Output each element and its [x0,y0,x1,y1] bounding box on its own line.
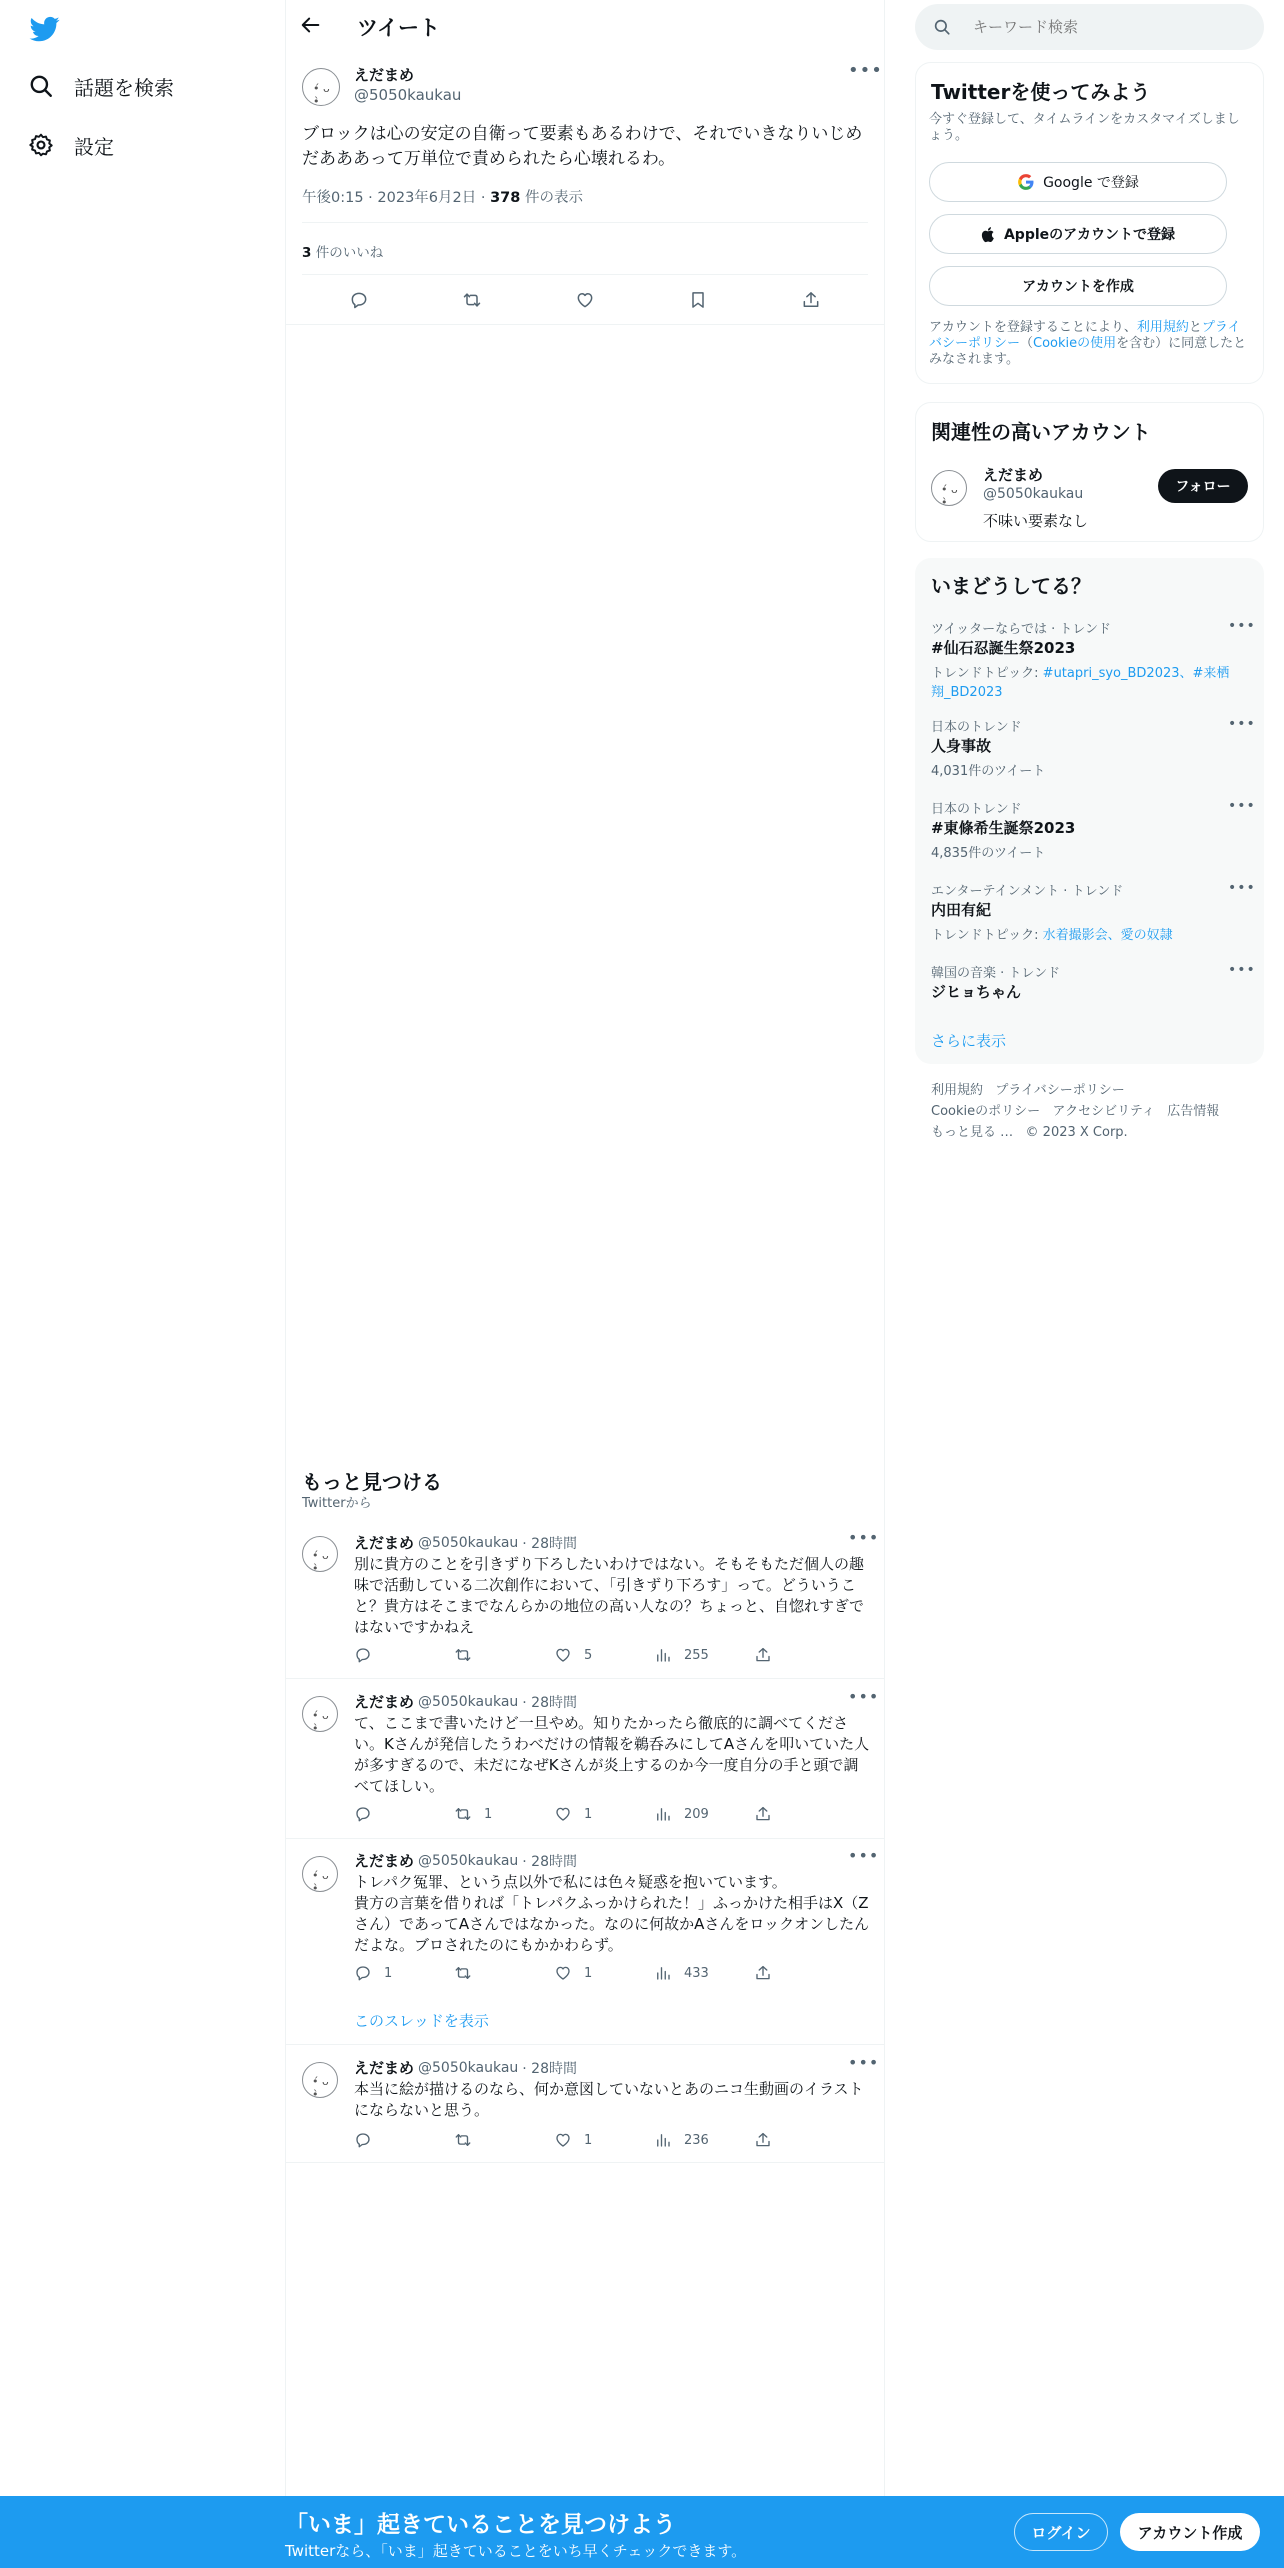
like-count: 5 [584,1647,593,1663]
trend-category: 日本のトレンド [931,802,1022,817]
gear-icon [28,132,54,158]
tweet-time[interactable]: · 28時間 [522,1694,577,1711]
trend-topics-prefix: トレンドトピック: [931,928,1043,943]
retweet-button[interactable] [454,2131,554,2149]
views-count: 433 [684,1965,709,1981]
search-box[interactable] [915,4,1264,50]
show-thread-link[interactable]: このスレッドを表示 [354,2012,489,2030]
reply-icon [354,1805,372,1823]
footer-ads-link[interactable]: 広告情報 [1167,1104,1220,1119]
trend-topics-prefix: トレンドトピック: [931,666,1043,681]
trend-name: 人身事故 [931,737,992,755]
like-button[interactable] [554,1646,654,1664]
like-icon [554,1646,572,1664]
tweet-text[interactable]: て、ここまで書いたけど一旦やめ。知りたかったら徹底的に調べてください。Kさんが発信したうわべだけの情報を鵜呑みにしてAさんを叩いていた人が多すぎるので、未だになぜKさんが炎上するのか今一度自分の手と頭で調べてほしい。 [354,1714,870,1795]
like-count: 1 [584,2132,593,2148]
privacy-link[interactable]: プライバシーポリシー [929,320,1241,351]
tweet-likes-summary[interactable] [302,241,383,261]
like-icon [554,1964,572,1982]
trend-name: 内田有紀 [931,901,992,919]
trend-name: #東條希生誕祭2023 [931,819,1076,837]
views-count: 255 [684,1647,709,1663]
trends-title: いまどうしてる？ [931,574,1091,598]
reply-icon [354,2131,372,2149]
footer [931,1080,1251,1143]
trend-item[interactable] [931,798,1249,861]
google-icon [1017,173,1035,191]
trend-topics [931,662,1231,700]
tweet-action-bar [354,1964,854,1982]
divider [286,1678,884,1679]
like-button[interactable] [554,1964,654,1982]
trend-topic-links[interactable]: #utapri_syo_BD2023、#来栖翔_BD2023 [931,666,1230,700]
divider [286,2162,884,2163]
nav-settings-label: 設定 [74,134,114,159]
like-icon [554,2131,572,2149]
views-icon [654,2131,672,2149]
main-column [285,0,885,2500]
apple-icon [981,226,996,243]
avatar[interactable]: •́ ᴗ •̀ [302,1696,338,1732]
login-button[interactable]: ログイン [1014,2513,1108,2551]
apple-signup-button[interactable] [929,214,1227,254]
tweet-action-bar [354,1805,854,1823]
legal-suffix: を含む）に同意したとみなされます。 [929,336,1247,367]
share-icon [754,2131,772,2149]
footer-accessibility-link[interactable]: アクセシビリティ [1052,1104,1155,1119]
legal-and: と [1188,320,1202,335]
views-button[interactable] [654,1964,754,1982]
tweet-header [354,1532,577,1553]
footer-more-link[interactable]: もっと見る … [931,1125,1014,1140]
tweet-author-name[interactable]: えだまめ [354,1693,415,1711]
more-icon[interactable]: ••• [848,1846,880,1865]
tweet-author-handle[interactable]: @5050kaukau [354,86,462,104]
trend-item[interactable] [931,880,1249,943]
trend-name: #仙石忍誕生祭2023 [931,639,1076,657]
tweet-action-bar [302,282,868,318]
tweet-text[interactable]: 別に貴方のことを引きずり下ろしたいわけではない。そもそもただ個人の趣味で活動している二次創作において、「引きずり下ろす」って。どういうこと？貴方はそこまでなんらかの地位の高い人なの？ちょっと、自惚れすぎではないですかねえ [354,1555,865,1636]
create-account-button[interactable]: アカウントを作成 [929,266,1227,306]
avatar[interactable]: •́ ᴗ •̀ [302,1856,338,1892]
avatar[interactable]: •́ ᴗ •̀ [302,2062,338,2098]
share-button[interactable] [754,1964,854,1982]
footer-copyright: © 2023 X Corp. [1025,1125,1128,1140]
retweet-icon [454,1805,472,1823]
tweet-text: ブロックは心の安定の自衛って要素もあるわけで、それでいきなりいじめだあああって万単位で責められたら心壊れるわ。 [302,124,863,169]
retweet-button[interactable] [454,1964,554,1982]
tweet-author-name[interactable]: えだまめ [354,1852,415,1870]
like-count: 1 [584,1965,593,1981]
share-icon [754,1646,772,1664]
views-icon [654,1805,672,1823]
trend-category: 韓国の音楽 · トレンド [931,966,1061,981]
banner-subtitle: Twitterなら、「いま」起きていることをいち早くチェックできます。 [285,2542,747,2560]
search-icon [28,73,54,99]
reply-button[interactable] [354,1805,454,1823]
tweet-time[interactable]: · 28時間 [522,1535,577,1552]
trend-topics [931,924,1249,943]
divider [286,1838,884,1839]
tweet-author-name[interactable]: えだまめ [354,1534,415,1552]
divider [286,324,884,325]
trend-item[interactable] [931,716,1249,779]
like-icon[interactable] [575,290,595,310]
views-icon [654,1964,672,1982]
tweet-header [354,1691,577,1712]
views-button[interactable] [654,1805,754,1823]
trend-category: ツイッターならでは · トレンド [931,622,1112,637]
bookmark-icon[interactable] [688,290,708,310]
search-input[interactable] [971,17,1231,37]
tweet-likes-label: 件のいいね [311,245,384,261]
tweet-author-handle[interactable]: @5050kaukau [418,2059,519,2076]
tweet-views-count: 378 [490,190,521,206]
tweet-author-name[interactable]: えだまめ [354,2059,415,2077]
retweet-button[interactable] [454,1805,554,1823]
reply-count: 1 [384,1965,393,1981]
avatar[interactable]: •́ ᴗ •̀ [302,68,340,106]
tweet-time: 午後0:15 · 2023年6月2日 · [302,190,491,206]
related-title: 関連性の高いアカウント [931,420,1151,444]
more-icon[interactable]: ••• [1228,618,1256,634]
views-button[interactable] [654,1646,754,1664]
tweet-header [354,2057,577,2078]
tweet-action-bar [354,1646,854,1664]
retweet-icon[interactable] [462,290,482,310]
views-count: 236 [684,2132,709,2148]
retweet-count: 1 [484,1806,493,1822]
divider [286,2044,884,2045]
avatar[interactable]: •́ ᴗ •̀ [302,1536,338,1572]
related-account-bio: 不味い要素なし [983,512,1089,530]
reply-icon[interactable] [349,290,369,310]
trend-count: 4,835件のツイート [931,846,1046,861]
google-signup-label: Google で登録 [1043,175,1139,191]
divider [302,274,868,275]
twitter-logo-icon[interactable] [28,14,62,44]
discover-title: もっと見つける [302,1470,442,1494]
more-icon[interactable]: ••• [848,2053,880,2072]
more-icon[interactable]: ••• [1228,962,1256,978]
tweet-time[interactable]: · 28時間 [522,1853,577,1870]
like-icon [554,1805,572,1823]
tweet-author-name[interactable]: えだまめ [354,66,415,84]
trend-item[interactable] [931,618,1249,700]
footer-terms-link[interactable]: 利用規約 [931,1083,984,1098]
terms-link[interactable]: 利用規約 [1136,320,1189,335]
nav-settings[interactable] [28,125,114,165]
tweet-views-label: 件の表示 [520,190,583,206]
trend-name: ジヒョちゃん [931,983,1022,1001]
tweet-likes-count: 3 [302,245,312,261]
more-icon[interactable]: ••• [848,1528,880,1547]
views-count: 209 [684,1806,709,1822]
tweet-text[interactable]: トレパク冤罪、という点以外で私には色々疑惑を抱いています。 貴方の言葉を借りれば「トレパクふっかけられた！」ふっかけた相手はX（Zさん）であってAさんではなかった。なのに何故かAさんをロックオンしたんだよな。ブロされたのにもかかわらず。 [354,1873,870,1954]
apple-signup-label: Appleのアカウントで登録 [1003,227,1176,243]
tweet-author-handle[interactable]: @5050kaukau [418,1693,519,1710]
tweet-time[interactable]: · 28時間 [522,2060,577,2077]
trend-count: 4,031件のツイート [931,764,1046,779]
reply-icon [354,1646,372,1664]
retweet-icon [454,1646,472,1664]
discover-subtitle: Twitterから [302,1496,372,1511]
nav-explore[interactable] [28,66,174,106]
reply-icon [354,1964,372,1982]
like-count: 1 [584,1806,593,1822]
like-button[interactable] [554,2131,654,2149]
more-icon[interactable]: ••• [1228,880,1256,896]
signup-button[interactable]: アカウント作成 [1120,2513,1260,2551]
banner-title: 「いま」起きていることを見つけよう [285,2512,676,2538]
nav-explore-label: 話題を検索 [74,75,174,100]
legal-prefix: アカウントを登録することにより、 [929,320,1137,335]
more-icon[interactable]: ••• [1228,798,1256,814]
tweet-author-handle[interactable]: @5050kaukau [418,1852,519,1869]
share-icon[interactable] [801,290,821,310]
trend-category: エンターテインメント · トレンド [931,884,1124,899]
views-icon [654,1646,672,1664]
share-icon [754,1805,772,1823]
follow-button[interactable]: フォロー [1158,469,1248,503]
retweet-icon [454,2131,472,2149]
footer-privacy-link[interactable]: プライバシーポリシー [995,1083,1125,1098]
related-account-name[interactable]: えだまめ [983,466,1044,484]
search-icon [933,18,951,36]
divider [302,222,868,223]
reply-button[interactable] [354,2131,454,2149]
share-button[interactable] [754,1805,854,1823]
reply-button[interactable] [354,1646,454,1664]
more-icon[interactable]: ••• [848,60,883,81]
signup-legal-text [929,320,1249,368]
tweet-text[interactable]: 本当に絵が描けるのなら、何か意図していないとあのニコ生動画のイラストにならないと思う。 [354,2080,864,2119]
related-account-handle[interactable]: @5050kaukau [983,486,1084,502]
tweet-action-bar [354,2131,854,2149]
signup-title: Twitterを使ってみよう [931,80,1151,104]
signup-subtitle: 今すぐ登録して、タイムラインをカスタマイズしましょう。 [929,112,1240,143]
page-title: ツイート [357,16,440,40]
share-icon [754,1964,772,1982]
avatar[interactable]: •́ ᴗ •̀ [931,470,967,506]
reply-button[interactable] [354,1964,454,1982]
share-button[interactable] [754,1646,854,1664]
more-icon[interactable]: ••• [1228,716,1256,732]
tweet-author-handle[interactable]: @5050kaukau [418,1534,519,1551]
google-signup-button[interactable] [929,162,1227,202]
views-button[interactable] [654,2131,754,2149]
share-button[interactable] [754,2131,854,2149]
trend-topic-links[interactable]: 水着撮影会、愛の奴隷 [1042,928,1173,943]
like-button[interactable] [554,1805,654,1823]
tweet-timestamp[interactable] [302,186,583,207]
retweet-button[interactable] [454,1646,554,1664]
retweet-icon [454,1964,472,1982]
tweet-header [354,1850,577,1871]
trend-item[interactable] [931,962,1249,1002]
footer-cookie-link[interactable]: Cookieのポリシー [931,1104,1041,1119]
legal-paren: （ [1020,336,1034,351]
trend-category: 日本のトレンド [931,720,1022,735]
back-arrow-icon[interactable] [300,14,326,40]
trends-show-more-link[interactable]: さらに表示 [931,1032,1007,1050]
cookie-link[interactable]: Cookieの使用 [1033,336,1117,351]
more-icon[interactable]: ••• [848,1687,880,1706]
